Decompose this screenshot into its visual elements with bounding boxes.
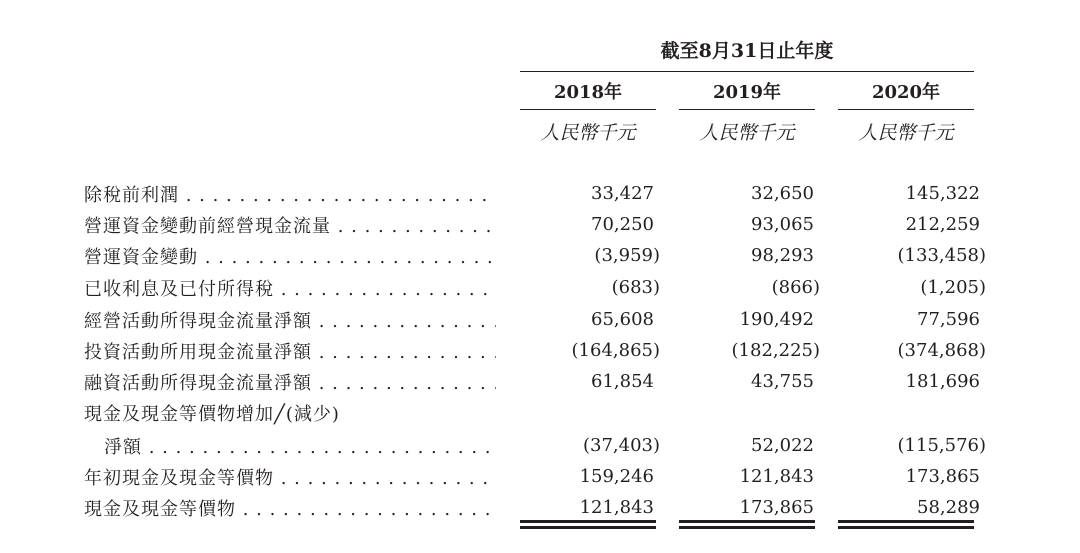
row-label — [84, 210, 496, 240]
value-2018: 65,608 — [591, 309, 654, 330]
value-2018: 159,246 — [579, 466, 654, 487]
value-2020: 173,865 — [905, 466, 980, 487]
value-2018: 70,250 — [591, 214, 654, 235]
row-label-text: 融資活動所得現金流量淨額 . . . — [84, 369, 496, 395]
period-header: 截至8月31日止年度 — [520, 36, 974, 72]
value-2019: 93,065 — [751, 214, 814, 235]
row-label-text: 已收利息及已付所得稅 . . . — [84, 275, 496, 301]
value-2020: 212,259 — [905, 214, 980, 235]
value-2019: 52,022 — [751, 435, 814, 456]
value-2018: (164,865) — [571, 340, 660, 361]
double-underline-2019 — [679, 520, 815, 529]
value-2019: 190,492 — [739, 309, 814, 330]
row-label-text: 年初現金及現金等價物 . . . — [84, 464, 496, 490]
row-label — [84, 305, 496, 335]
unit-label-2020: 人民幣千元 — [858, 122, 954, 144]
row-label — [84, 179, 496, 209]
value-2018: (37,403) — [582, 435, 660, 456]
value-2020: (374,868) — [897, 340, 986, 361]
row-label-text: 現金及現金等價物增加╱(減少) — [84, 404, 340, 425]
value-2019: 43,755 — [751, 371, 814, 392]
value-2018: (683) — [611, 277, 660, 298]
value-2020: (1,205) — [920, 277, 986, 298]
double-underline-2020 — [838, 520, 974, 529]
value-2020: 58,289 — [917, 497, 980, 518]
value-2020: 181,696 — [905, 371, 980, 392]
value-2020: 145,322 — [905, 183, 980, 204]
value-2020: (115,576) — [897, 435, 986, 456]
year-header-2019: 2019年 — [679, 78, 815, 110]
value-2019: (182,225) — [731, 340, 820, 361]
row-label — [84, 431, 496, 461]
value-2019: 173,865 — [739, 497, 814, 518]
row-label-text: 淨額 . . . — [104, 433, 496, 459]
double-underline-2018 — [520, 520, 656, 529]
unit-label-2019: 人民幣千元 — [699, 122, 795, 144]
row-label — [84, 367, 496, 397]
value-2019: (866) — [771, 277, 820, 298]
value-2018: (3,959) — [594, 245, 660, 266]
row-label-text: 現金及現金等價物 . . . — [84, 495, 496, 521]
value-2018: 33,427 — [591, 183, 654, 204]
row-label — [84, 336, 496, 366]
value-2018: 61,854 — [591, 371, 654, 392]
row-label-text: 經營活動所得現金流量淨額 . . . — [84, 307, 496, 333]
row-label — [84, 462, 496, 492]
year-header-2018: 2018年 — [520, 78, 656, 110]
row-label-text: 營運資金變動 . . . — [84, 243, 496, 269]
row-label — [84, 493, 496, 523]
value-2018: 121,843 — [579, 497, 654, 518]
row-label-text: 除稅前利潤 . . . — [84, 181, 496, 207]
value-2019: 121,843 — [739, 466, 814, 487]
value-2020: (133,458) — [897, 245, 986, 266]
value-2020: 77,596 — [917, 309, 980, 330]
row-label — [84, 241, 496, 271]
row-label — [84, 273, 496, 303]
value-2019: 98,293 — [751, 245, 814, 266]
value-2019: 32,650 — [751, 183, 814, 204]
year-header-2020: 2020年 — [838, 78, 974, 110]
row-label-text: 營運資金變動前經營現金流量 . . . — [84, 212, 496, 238]
unit-label-2018: 人民幣千元 — [540, 122, 636, 144]
row-label — [84, 398, 496, 428]
row-label-text: 投資活動所用現金流量淨額 . . . — [84, 338, 496, 364]
